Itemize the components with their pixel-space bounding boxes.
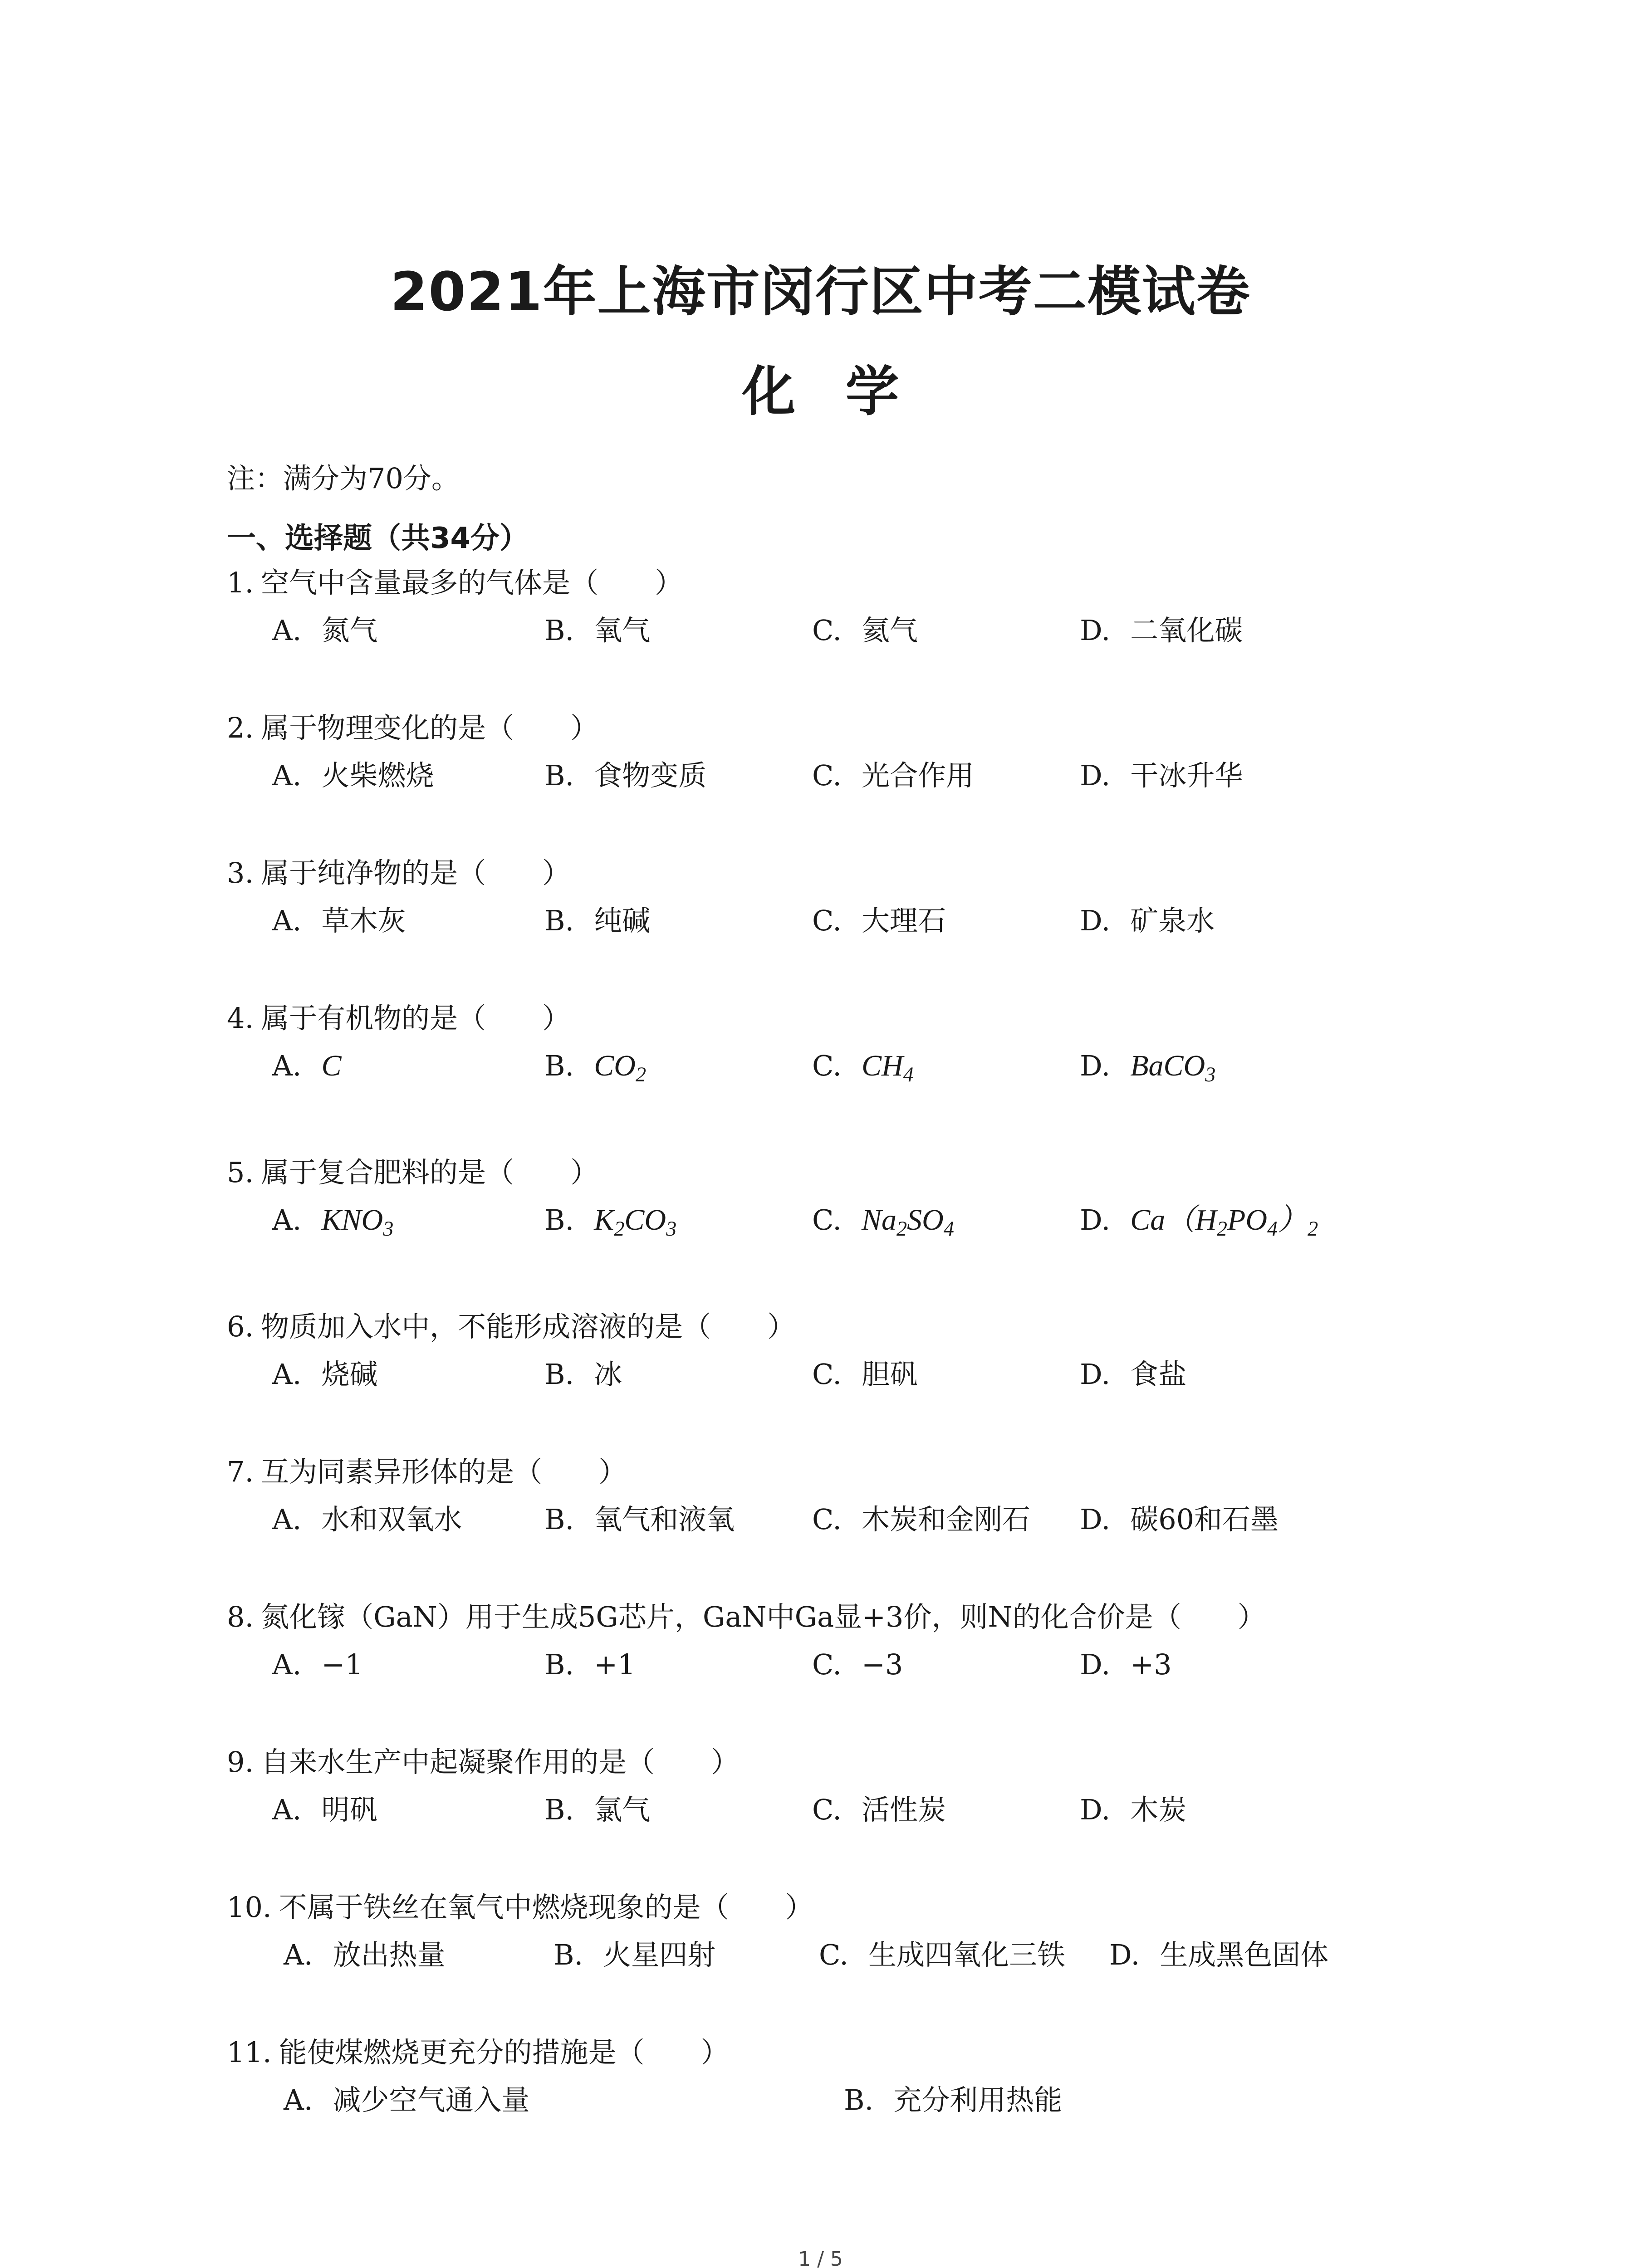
option-a: [284, 1932, 446, 1978]
option-letter: A.: [272, 1793, 302, 1826]
option-b: [544, 753, 706, 798]
answer-options: [227, 2077, 1452, 2123]
option-letter: A.: [272, 1203, 302, 1237]
answer-options: [227, 1352, 1452, 1397]
question-text: 氮化镓（GaN）用于生成5G芯片，GaN中Ga显+3价，则N的化合价是（ ）: [261, 1600, 1266, 1633]
option-letter: C.: [812, 614, 842, 647]
option-d: [1080, 1198, 1318, 1251]
option-letter: B.: [544, 759, 574, 792]
option-text: $Na_2SO_4$: [861, 1203, 954, 1240]
option-text: 草木灰: [321, 904, 406, 937]
option-text: $CH_4$: [861, 1049, 914, 1086]
question-text: 自来水生产中起凝聚作用的是（ ）: [261, 1745, 740, 1779]
option-d: [1080, 1497, 1279, 1542]
option-a: [284, 2077, 530, 2123]
answer-options: [227, 1787, 1452, 1833]
option-text: 放出热量: [333, 1938, 446, 1971]
option-b: [544, 898, 650, 943]
option-c: [812, 753, 974, 798]
option-d: [1080, 1642, 1172, 1687]
option-b: [554, 1932, 715, 1978]
option-letter: C.: [819, 1938, 848, 1971]
option-letter: C.: [812, 904, 842, 937]
option-letter: A.: [272, 904, 302, 937]
question-1: [227, 560, 1452, 653]
question-stem: [227, 1449, 1452, 1495]
option-text: 二氧化碳: [1130, 614, 1243, 647]
option-b: [844, 2077, 1062, 2123]
question-2: [227, 705, 1452, 798]
option-text: 食物变质: [594, 759, 707, 792]
option-text: 水和双氧水: [321, 1503, 462, 1536]
option-letter: C.: [812, 1793, 842, 1826]
option-text: 木炭和金刚石: [861, 1503, 1030, 1536]
option-b: [544, 608, 650, 653]
option-text: 氯气: [594, 1793, 651, 1826]
option-text: 矿泉水: [1130, 904, 1215, 937]
question-stem: [227, 996, 1452, 1041]
question-number: 1.: [227, 566, 254, 599]
answer-options: [227, 753, 1452, 798]
option-letter: D.: [1080, 1049, 1111, 1082]
question-number: 2.: [227, 711, 254, 744]
option-text: 减少空气通入量: [333, 2083, 530, 2116]
answer-options: [227, 898, 1452, 943]
option-c: [812, 1352, 918, 1397]
option-text: $KNO_3$: [321, 1203, 394, 1240]
question-8: [227, 1594, 1452, 1687]
option-b: [544, 1497, 735, 1542]
question-number: 4.: [227, 1002, 254, 1035]
option-b: [544, 1043, 646, 1097]
option-a: [272, 898, 406, 943]
question-text: 不属于铁丝在氧气中燃烧现象的是（ ）: [279, 1891, 813, 1924]
option-a: [272, 1497, 462, 1542]
answer-options: [227, 1497, 1452, 1542]
subject-title: 化学: [742, 360, 949, 423]
option-text: BaCO$_3$: [1130, 1049, 1216, 1086]
option-letter: B.: [544, 1358, 574, 1391]
option-c: [812, 1198, 954, 1251]
option-letter: C.: [812, 1358, 842, 1391]
answer-options: [227, 1642, 1452, 1687]
question-number: 8.: [227, 1600, 254, 1633]
option-letter: B.: [544, 1503, 574, 1536]
question-stem: [227, 2030, 1452, 2075]
score-note: 注：满分为70分。: [227, 462, 460, 495]
option-c: [819, 1932, 1065, 1978]
option-a: [272, 608, 378, 653]
option-text: 光合作用: [861, 759, 974, 792]
option-a: [272, 1198, 393, 1251]
option-letter: A.: [272, 759, 302, 792]
option-letter: A.: [284, 1938, 313, 1971]
option-b: [544, 1642, 636, 1687]
option-d: [1080, 1787, 1186, 1833]
question-number: 9.: [227, 1745, 254, 1779]
option-letter: D.: [1080, 1793, 1111, 1826]
option-text: 胆矾: [861, 1358, 918, 1391]
answer-options: [227, 1043, 1452, 1089]
option-c: [812, 898, 946, 943]
question-4: [227, 996, 1452, 1089]
option-letter: B.: [544, 904, 574, 937]
page-title: 2021年上海市闵行区中考二模试卷: [390, 260, 1251, 323]
question-text: 互为同素异形体的是（ ）: [261, 1455, 627, 1488]
option-letter: C.: [812, 1049, 842, 1082]
option-d: [1080, 1043, 1215, 1097]
option-text: 氧气: [594, 614, 651, 647]
option-letter: D.: [1080, 1358, 1111, 1391]
option-letter: B.: [544, 614, 574, 647]
option-c: [812, 608, 918, 653]
question-stem: [227, 705, 1452, 751]
option-text: −1: [321, 1648, 363, 1681]
question-text: 属于复合肥料的是（ ）: [261, 1156, 599, 1189]
option-text: 明矾: [321, 1793, 378, 1826]
option-b: [544, 1198, 676, 1251]
option-text: 氮气: [321, 614, 378, 647]
option-d: [1080, 753, 1243, 798]
option-a: [272, 1787, 378, 1833]
option-letter: D.: [1080, 759, 1111, 792]
question-stem: [227, 1150, 1452, 1195]
option-text: C: [321, 1049, 342, 1082]
option-a: [272, 1043, 342, 1089]
option-letter: D.: [1080, 1648, 1111, 1681]
option-letter: B.: [544, 1648, 574, 1681]
option-text: $Ca(H_2PO_4)_2$: [1130, 1203, 1318, 1240]
option-text: 干冰升华: [1130, 759, 1243, 792]
option-c: [812, 1043, 914, 1097]
option-text: 火柴燃烧: [321, 759, 434, 792]
option-letter: B.: [544, 1793, 574, 1826]
option-a: [272, 1352, 378, 1397]
option-letter: D.: [1109, 1938, 1140, 1971]
answer-options: [227, 608, 1452, 653]
question-5: [227, 1150, 1452, 1243]
option-c: [812, 1787, 946, 1833]
question-number: 7.: [227, 1455, 254, 1488]
option-c: [812, 1642, 903, 1687]
page-number: 1 / 5: [798, 2248, 843, 2268]
option-letter: B.: [554, 1938, 583, 1971]
question-number: 6.: [227, 1310, 254, 1343]
question-number: 3.: [227, 856, 254, 890]
option-a: [272, 1642, 363, 1687]
option-text: 火星四射: [603, 1938, 716, 1971]
option-b: [544, 1352, 622, 1397]
question-9: [227, 1740, 1452, 1833]
option-letter: A.: [272, 1358, 302, 1391]
option-letter: A.: [284, 2083, 313, 2116]
option-text: 食盐: [1130, 1358, 1187, 1391]
question-7: [227, 1449, 1452, 1542]
option-text: 烧碱: [321, 1358, 378, 1391]
option-letter: B.: [544, 1049, 574, 1082]
option-text: 木炭: [1130, 1793, 1187, 1826]
option-text: 大理石: [861, 904, 946, 937]
question-text: 属于有机物的是（ ）: [261, 1002, 571, 1035]
option-text: $CO_2$: [594, 1049, 647, 1086]
option-letter: B.: [544, 1203, 574, 1237]
option-d: [1080, 608, 1243, 653]
option-letter: D.: [1080, 1203, 1111, 1237]
option-text: +3: [1130, 1648, 1172, 1681]
option-letter: A.: [272, 1648, 302, 1681]
question-6: [227, 1304, 1452, 1397]
question-stem: [227, 850, 1452, 896]
question-text: 属于纯净物的是（ ）: [261, 856, 571, 890]
option-text: 碳60和石墨: [1130, 1503, 1279, 1536]
option-letter: C.: [812, 1203, 842, 1237]
option-b: [544, 1787, 650, 1833]
question-stem: [227, 1304, 1452, 1349]
question-11: [227, 2030, 1452, 2123]
option-text: 氧气和液氧: [594, 1503, 735, 1536]
question-text: 能使煤燃烧更充分的措施是（ ）: [279, 2036, 729, 2069]
question-number: 5.: [227, 1156, 254, 1189]
question-text: 空气中含量最多的气体是（ ）: [261, 566, 683, 599]
answer-options: [227, 1932, 1452, 1978]
option-text: 冰: [594, 1358, 622, 1391]
option-letter: D.: [1080, 1503, 1111, 1536]
question-number: 11.: [227, 2036, 272, 2069]
option-d: [1080, 1352, 1186, 1397]
option-letter: D.: [1080, 614, 1111, 647]
answer-options: [227, 1198, 1452, 1243]
question-text: 属于物理变化的是（ ）: [261, 711, 599, 744]
option-text: 充分利用热能: [893, 2083, 1063, 2116]
option-letter: C.: [812, 1503, 842, 1536]
option-d: [1109, 1932, 1328, 1978]
question-3: [227, 850, 1452, 943]
option-letter: D.: [1080, 904, 1111, 937]
question-stem: [227, 1594, 1452, 1640]
option-text: 生成四氧化三铁: [868, 1938, 1065, 1971]
option-letter: C.: [812, 759, 842, 792]
option-letter: A.: [272, 614, 302, 647]
question-10: [227, 1885, 1452, 1978]
section-heading: 一、选择题（共34分）: [227, 522, 529, 555]
question-stem: [227, 1885, 1452, 1930]
option-text: 纯碱: [594, 904, 651, 937]
option-text: 生成黑色固体: [1160, 1938, 1329, 1971]
option-text: −3: [861, 1648, 903, 1681]
question-stem: [227, 1740, 1452, 1785]
question-stem: [227, 560, 1452, 606]
option-text: 氦气: [861, 614, 918, 647]
option-letter: C.: [812, 1648, 842, 1681]
option-text: +1: [594, 1648, 636, 1681]
option-letter: A.: [272, 1049, 302, 1082]
option-c: [812, 1497, 1030, 1542]
option-letter: A.: [272, 1503, 302, 1536]
option-text: $K_2CO_3$: [594, 1203, 677, 1240]
option-a: [272, 753, 434, 798]
option-d: [1080, 898, 1215, 943]
option-text: 活性炭: [861, 1793, 946, 1826]
option-letter: B.: [844, 2083, 874, 2116]
question-text: 物质加入水中，不能形成溶液的是（ ）: [261, 1310, 796, 1343]
question-number: 10.: [227, 1891, 272, 1924]
